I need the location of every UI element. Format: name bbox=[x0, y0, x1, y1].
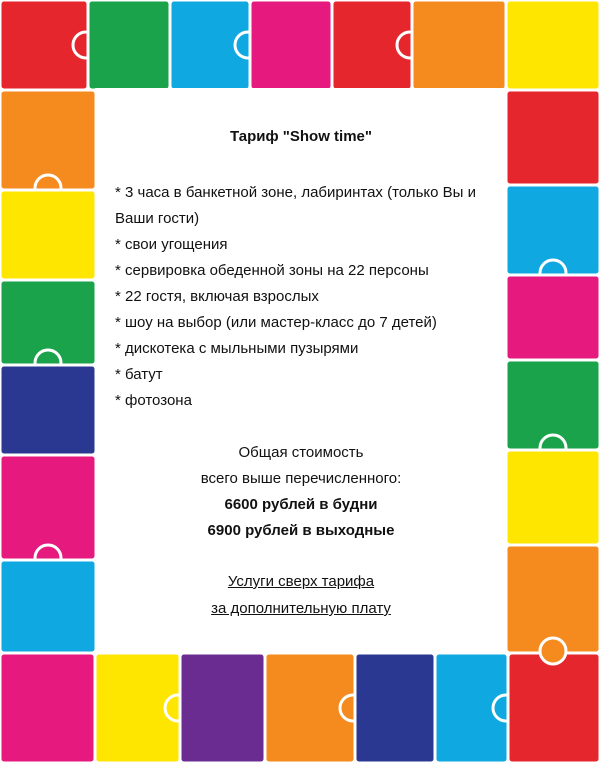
tariff-card bbox=[95, 88, 507, 654]
feature-item: * 3 часа в банкетной зоне, лабиринтах (только Вы и Ваши гости) bbox=[115, 184, 476, 227]
feature-item: * 22 гостя, включая взрослых bbox=[115, 288, 319, 305]
feature-item: * дискотека с мыльными пузырями bbox=[115, 340, 359, 357]
tariff-title: Тариф "Show time" bbox=[229, 128, 373, 145]
total-label: Общая стоимость bbox=[238, 444, 364, 461]
feature-item: * шоу на выбор (или мастер-класс до 7 детей) bbox=[115, 314, 437, 331]
extra-services-line-1[interactable]: Услуги сверх тарифа bbox=[227, 573, 375, 590]
puzzle-piece bbox=[506, 0, 600, 90]
puzzle-piece bbox=[506, 275, 600, 360]
feature-item: * батут bbox=[115, 366, 163, 383]
puzzle-piece bbox=[506, 450, 600, 545]
puzzle-piece bbox=[0, 190, 96, 280]
puzzle-piece bbox=[250, 0, 332, 90]
price-weekend: 6900 рублей в выходные bbox=[207, 522, 395, 539]
puzzle-piece bbox=[508, 653, 600, 763]
puzzle-piece bbox=[0, 653, 95, 763]
extra-services-link[interactable] bbox=[95, 568, 507, 622]
feature-item: * сервировка обеденной зоны на 22 персоны bbox=[115, 262, 429, 279]
features-list bbox=[115, 180, 495, 414]
price-block bbox=[95, 440, 507, 544]
extra-services-line-2[interactable]: за дополнительную плату bbox=[211, 600, 391, 617]
total-label-sub: всего выше перечисленного: bbox=[200, 470, 402, 487]
puzzle-knob bbox=[540, 638, 566, 664]
puzzle-piece bbox=[412, 0, 506, 90]
puzzle-piece bbox=[180, 653, 265, 763]
price-weekdays: 6600 рублей в будни bbox=[224, 496, 378, 513]
feature-item: * свои угощения bbox=[115, 236, 228, 253]
puzzle-piece bbox=[355, 653, 435, 763]
puzzle-piece bbox=[506, 90, 600, 185]
feature-item: * фотозона bbox=[115, 392, 192, 409]
puzzle-piece bbox=[88, 0, 170, 90]
puzzle-piece bbox=[0, 560, 96, 653]
puzzle-piece bbox=[0, 365, 96, 455]
